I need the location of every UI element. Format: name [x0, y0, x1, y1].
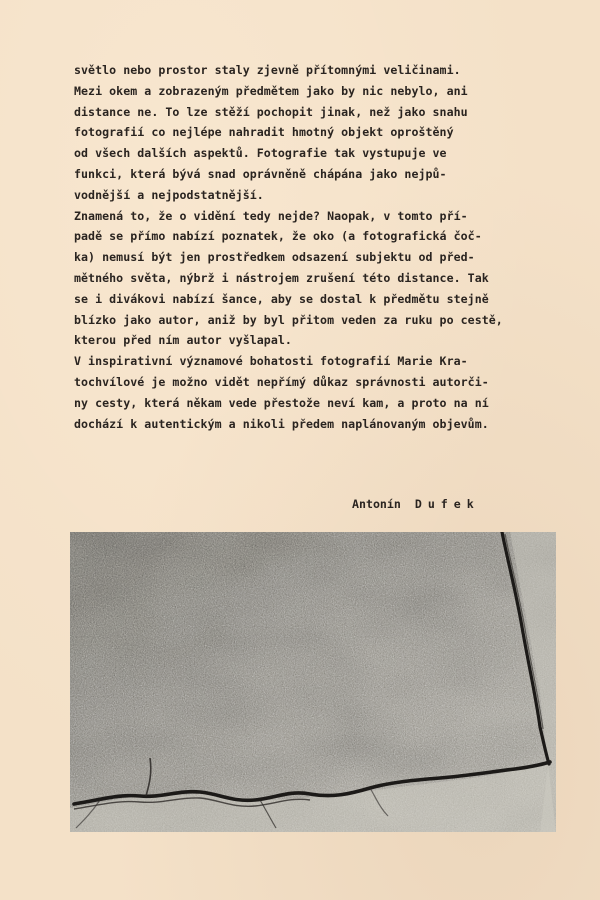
text-line: se i divákovi nabízí šance, aby se dostal k předmětu stejně — [74, 291, 489, 306]
text-line: dochází k autentickým a nikoli předem naplánovaným objevům. — [74, 416, 489, 431]
text-line: Mezi okem a zobrazeným předmětem jako by nic nebylo, ani — [74, 83, 468, 98]
author-signature — [352, 497, 480, 511]
text-line: funkci, která bývá snad oprávněně chápána jako nejpů- — [74, 166, 447, 181]
photograph-image — [70, 532, 556, 832]
text-line: tochvílové je možno vidět nepřímý důkaz správnosti autorči- — [74, 374, 489, 389]
author-surname: Dufek — [414, 497, 480, 511]
author-first-name: Antonín — [352, 497, 401, 511]
body-text — [74, 60, 584, 434]
text-line: distance ne. To lze stěží pochopit jinak, než jako snahu — [74, 104, 468, 119]
text-line: fotografií co nejlépe nahradit hmotný objekt oproštěný — [74, 125, 454, 140]
text-line: V inspirativní významové bohatosti fotografií Marie Kra- — [74, 354, 468, 369]
text-line: ny cesty, která někam vede přestože neví kam, a proto na ní — [74, 395, 489, 410]
text-line: Znamená to, že o vidění tedy nejde? Naopak, v tomto pří- — [74, 208, 468, 223]
text-line: mětného světa, nýbrž i nástrojem zrušení této distance. Tak — [74, 270, 489, 285]
text-line: ka) nemusí být jen prostředkem odsazení subjektu od před- — [74, 250, 475, 265]
text-line: kterou před ním autor vyšlapal. — [74, 333, 292, 348]
text-line: blízko jako autor, aniž by byl přitom veden za ruku po cestě, — [74, 312, 503, 327]
photograph — [70, 532, 556, 832]
text-line: od všech dalších aspektů. Fotografie tak vystupuje ve — [74, 146, 447, 161]
text-line: padě se přímo nabízí poznatek, že oko (a fotografická čoč- — [74, 229, 482, 244]
text-line: vodnější a nejpodstatnější. — [74, 187, 264, 202]
text-line: světlo nebo prostor staly zjevně přítomnými veličinami. — [74, 63, 461, 77]
